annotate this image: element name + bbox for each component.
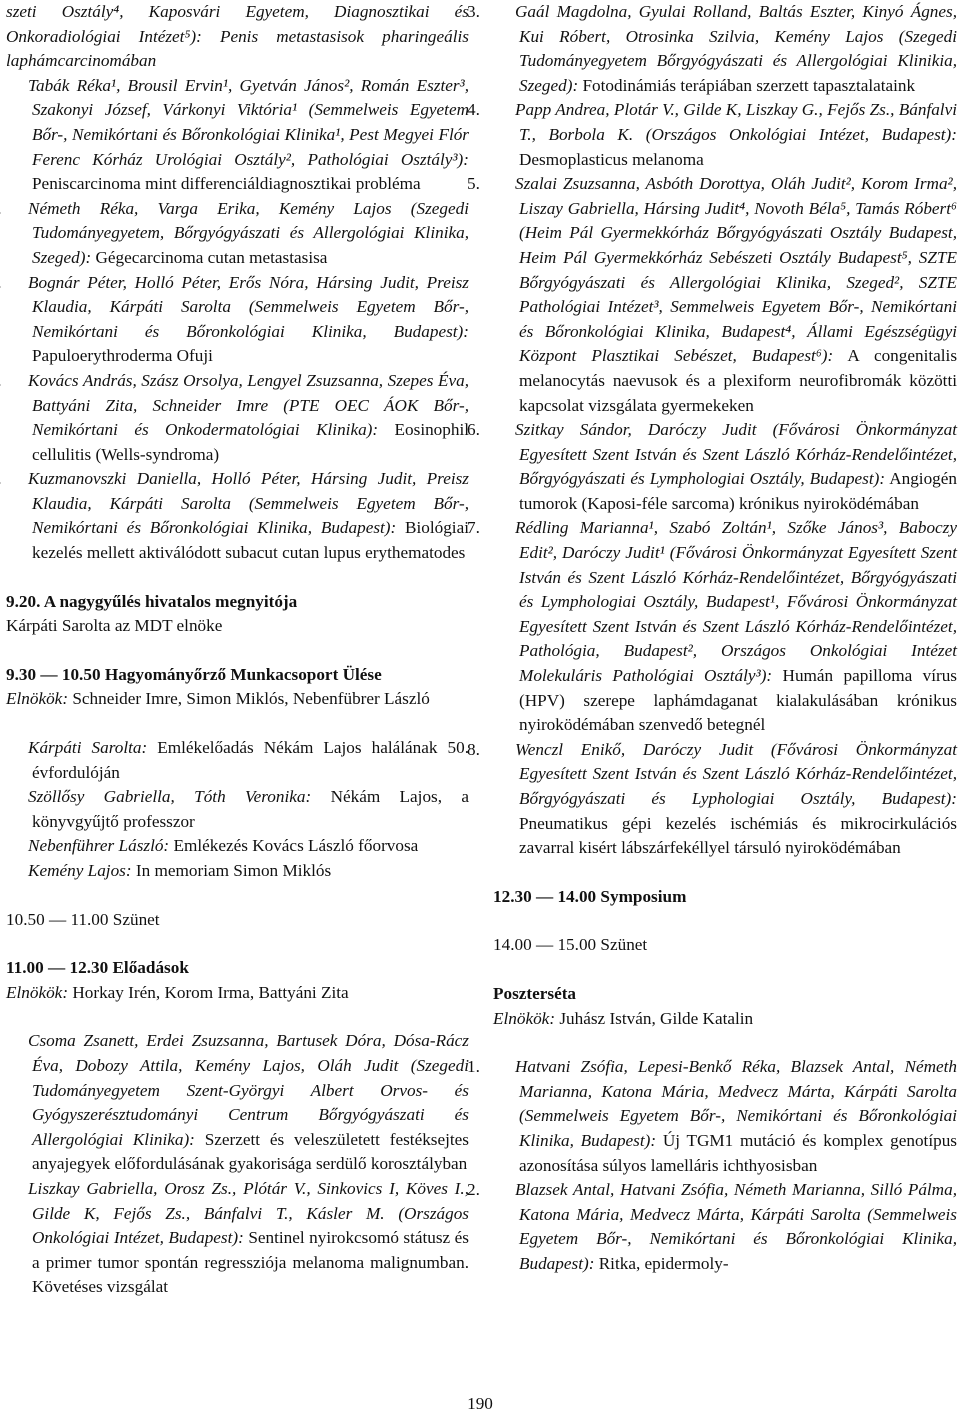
item-authors: Nebenführer László: bbox=[28, 836, 170, 856]
chairs-label: Elnökök: bbox=[6, 689, 69, 709]
item-authors: Kemény Lajos: bbox=[28, 861, 132, 880]
item-number bbox=[6, 271, 28, 296]
session-heading-lectures: 11.00 — 12.30 Előadások bbox=[6, 958, 189, 978]
spacer bbox=[493, 861, 957, 885]
item-title: Új TGM1 mutáció és komplex genotípus azonosítása súlyos lamelláris ichthyosisban bbox=[519, 1130, 957, 1175]
item-number bbox=[6, 785, 28, 810]
item-authors: Németh Réka, Varga Erika, Kemény Lajos (Szegedi Tudományegyetem, Bőrgyógyászati és Allergológiai Klinika, Szeged): bbox=[28, 198, 469, 267]
item-authors: Gaál Magdolna, Gyulai Rolland, Baltás Eszter, Kinyó Ágnes, Kui Róbert, Otrosinka Szilvia, Kemény Lajos (Szegedi Tudományegyetem Bőrgyógyászati és Allergológiai Klinikia, Szeged): bbox=[515, 2, 957, 95]
item-title: Papuloerythroderma Ofuji bbox=[32, 346, 213, 366]
item-number: 5. bbox=[467, 174, 480, 194]
list-item bbox=[467, 172, 958, 418]
item-number bbox=[6, 1029, 28, 1054]
spacer bbox=[6, 884, 469, 908]
list-item bbox=[6, 736, 469, 785]
list-item bbox=[6, 834, 469, 859]
spacer bbox=[493, 958, 957, 982]
entry-10-continuation bbox=[6, 0, 469, 74]
item-number bbox=[6, 834, 28, 859]
item-title: Desmoplasticus melanoma bbox=[519, 149, 704, 169]
item-number: 8. bbox=[467, 739, 480, 759]
chairs-names: Horkay Irén, Korom Irma, Battyáni Zita bbox=[72, 982, 349, 1002]
break-heading: 10.50 — 11.00 Szünet bbox=[6, 909, 160, 929]
list-item bbox=[467, 418, 957, 516]
abstract-list bbox=[6, 74, 469, 566]
session-heading-hagyomanyorzo: 9.30 — 10.50 Hagyományőrző Munkacsoport Ülése bbox=[6, 664, 382, 684]
item-number bbox=[6, 197, 28, 222]
poster-list bbox=[467, 1055, 957, 1276]
opening-subtitle: Kárpáti Sarolta az MDT elnöke bbox=[6, 616, 223, 636]
list-item bbox=[6, 369, 469, 467]
entry-10-affiliation: szeti Osztály⁴, Kaposvári Egyetem, Diagnosztikai és Onkoradiológiai Intézet⁵): Penis metastasisok pharingeális laphámcarcinomában bbox=[6, 2, 469, 71]
right-column bbox=[467, 0, 958, 1277]
item-title: Humán papilloma vírus (HPV) szerepe laphámdaganat kialakulásában krónikus nyiroködémában szenvedő betegnél bbox=[519, 666, 957, 735]
item-number: 1. bbox=[467, 1057, 480, 1077]
spacer bbox=[493, 1031, 957, 1055]
item-authors: Kárpáti Sarolta: bbox=[28, 738, 148, 758]
item-number bbox=[6, 859, 28, 884]
item-number: 3. bbox=[467, 2, 480, 21]
item-authors: Kovács András, Szász Orsolya, Lengyel Zsuzsanna, Szepes Éva, Battyáni Zita, Schneider Imre (PTE OEC ÁOK Bőr-, Nemikórtani és Onkodermatológiai Klinika): bbox=[28, 370, 469, 440]
item-number: 4. bbox=[467, 100, 480, 120]
list-item bbox=[467, 98, 957, 172]
item-authors: Rédling Marianna¹, Szabó Zoltán¹, Szőke János³, Baboczy Edit², Daróczy Judit¹ (Fővárosi Önkormányzat Egyesített Szent István és Szent László Kórház-Rendelőintézet, Bőrgyógyászati és Lymphologiai Osztály, Budapest¹, Fővárosi Önkormányzat Egyesített Szent István és Szent László Kórház-Rendelőintézet, Pathológia, Budapest², Országos Onkológiai Intézet Molekuláris Pathológiai Osztály³): bbox=[515, 518, 957, 686]
item-number: 7. bbox=[467, 518, 480, 538]
item-number bbox=[6, 467, 28, 492]
item-authors: Hatvani Zsófia, Lepesi-Benkő Réka, Blazsek Antal, Németh Marianna, Katona Mária, Medvecz Márta, Kárpáti Sarolta (Semmelweis Egyetem Bőr-, Nemikórtani és Bőronkológiai Klinika, Budapest): bbox=[515, 1057, 957, 1150]
spacer bbox=[6, 566, 469, 590]
list-item bbox=[467, 0, 957, 98]
list-item bbox=[467, 1178, 957, 1276]
list-item bbox=[6, 1177, 469, 1300]
item-authors: Csoma Zsanett, Erdei Zsuzsanna, Bartusek Dóra, Dósa-Rácz Éva, Dobozy Attila, Kemény Lajos, Oláh Judit (Szegedi Tudományegyetem Szent-Györgyi Albert Orvos- és Gyógyszerésztudományi Centrum Bőrgyógyászati és Allergológiai Klinika): bbox=[28, 1031, 469, 1149]
spacer bbox=[6, 1005, 469, 1029]
item-title: Szerzett és veleszületett festéksejtes anyajegyek előfordulásának gyakorisága serdülő korosztályban bbox=[32, 1129, 469, 1174]
list-item bbox=[6, 467, 469, 565]
item-title: Sentinel nyirokcsomó státusz és a primer tumor spontán regressziója melanoma malignumban. Követéses vizsgálat bbox=[32, 1228, 469, 1297]
list-item bbox=[467, 516, 957, 737]
talk-list bbox=[6, 736, 469, 884]
item-authors: Kuzmanovszki Daniella, Holló Péter, Hársing Judit, Preisz Klaudia, Kárpáti Sarolta (Semmelweis Egyetem Bőr-, Nemikórtani és Bőronkológiai Klinika, Budapest): bbox=[28, 469, 469, 538]
item-number: 6. bbox=[467, 420, 480, 440]
item-number bbox=[6, 74, 28, 99]
item-title: Emlékezés Kovács László főorvosa bbox=[173, 836, 419, 856]
item-title: In memoriam Simon Miklós bbox=[135, 861, 332, 880]
chairs-label: Elnökök: bbox=[6, 982, 69, 1002]
spacer bbox=[493, 909, 957, 933]
spacer bbox=[6, 639, 469, 663]
session-chairs bbox=[6, 687, 469, 712]
list-item bbox=[6, 859, 469, 884]
list-item bbox=[6, 74, 469, 197]
item-authors: Blazsek Antal, Hatvani Zsófia, Németh Marianna, Silló Pálma, Katona Mária, Medvecz Márta, Kárpáti Sarolta (Semmelweis Egyetem Bőr-, Nemikórtani és Bőronkológiai Klinika, Budapest): bbox=[515, 1180, 957, 1273]
item-number bbox=[6, 736, 28, 761]
item-title: Emlékelőadás Nékám Lajos halálának 50. évfordulóján bbox=[32, 738, 469, 782]
list-item bbox=[467, 738, 957, 861]
item-number bbox=[6, 1177, 28, 1202]
session-chairs bbox=[6, 981, 469, 1006]
chairs-names: Juhász István, Gilde Katalin bbox=[559, 1008, 754, 1028]
list-item bbox=[6, 271, 469, 369]
item-authors: Papp Andrea, Plotár V., Gilde K, Liszkay G., Fejős Zs., Bánfalvi T., Borbola K. (Országos Onkológiai Intézet, Budapest): bbox=[515, 100, 957, 144]
item-authors: Bognár Péter, Holló Péter, Erős Nóra, Hársing Judit, Preisz Klaudia, Kárpáti Sarolta (Semmelweis Egyetem Bőr-, Nemikórtani és Bőronkológiai Klinika, Budapest): bbox=[28, 272, 469, 341]
left-column bbox=[6, 0, 469, 1300]
item-title: A congenitalis melanocytás naevusok és a plexiform neurofibromák közötti kapcsolat vizsgálata gyermekeken bbox=[519, 346, 958, 415]
page-number: 190 bbox=[467, 1394, 493, 1413]
lecture-list bbox=[6, 1029, 469, 1300]
opening-heading: 9.20. A nagygyűlés hivatalos megnyitója bbox=[6, 591, 298, 611]
item-title: Biológiai kezelés mellett aktiválódott subacut cutan lupus erythematodes bbox=[32, 518, 469, 563]
list-item bbox=[467, 1055, 957, 1178]
item-title: Pneumatikus gépi kezelés ischémiás és mikrocirkulációs zavarral kisért lábszárfekéllyel társuló nyiroködémában bbox=[519, 813, 957, 858]
item-title: Nékám Lajos, a könyvgyűjtő professzor bbox=[32, 787, 469, 831]
spacer bbox=[6, 712, 469, 736]
break-heading: 14.00 — 15.00 Szünet bbox=[493, 935, 648, 955]
item-title: Gégecarcinoma cutan metastasisa bbox=[95, 247, 328, 267]
symposium-heading: 12.30 — 14.00 Symposium bbox=[493, 886, 687, 906]
item-authors: Szitkay Sándor, Daróczy Judit (Fővárosi Önkormányzat Egyesített Szent István és Szent László Kórház-Rendelőintézet, Bőrgyógyászati és Lymphologiai Osztály, Budapest): bbox=[515, 420, 957, 489]
chairs-names: Schneider Imre, Simon Miklós, Nebenfübrer László bbox=[72, 689, 430, 709]
list-item bbox=[6, 1029, 469, 1177]
item-title: Peniscarcinoma mint differenciáldiagnosztikai probléma bbox=[32, 174, 421, 194]
item-title: Ritka, epidermoly- bbox=[598, 1253, 729, 1273]
item-authors: Szöllősy Gabriella, Tóth Veronika: bbox=[28, 787, 312, 807]
item-title: Fotodinámiás terápiában szerzett tapasztalataink bbox=[582, 75, 916, 95]
list-item bbox=[6, 197, 469, 271]
item-number bbox=[6, 369, 28, 394]
item-title: Eosinophil cellulitis (Wells-syndroma) bbox=[32, 420, 470, 464]
item-authors: Tabák Réka¹, Brousil Ervin¹, Gyetván János², Román Eszter³, Szakonyi József, Várkonyi Viktória¹ (Semmelweis Egyetem Bőr-, Nemikórtani és Bőronkológiai Klinika¹, Pest Megyei Flór Ferenc Kórház Urológiai Osztály², Pathológiai Osztály³): bbox=[28, 75, 469, 169]
lecture-list bbox=[467, 0, 958, 861]
poster-heading: Poszterséta bbox=[493, 983, 577, 1003]
item-title: Angiogén tumorok (Kaposi-féle sarcoma) krónikus nyiroködémában bbox=[519, 469, 957, 513]
session-chairs bbox=[493, 1007, 957, 1032]
item-authors: Szalai Zsuzsanna, Asbóth Dorottya, Oláh Judit², Korom Irma², Liszay Gabriella, Hársing Judit⁴, Novoth Béla⁵, Tamás Róbert⁶ (Heim Pál Gyermekkórház Bőrgyógyászati Osztály Budapest, Heim Pál Gyermekkórház Sebészeti Osztály Budapest⁵, SZTE Bőrgyógyászati és Allergológiai Klinika, Szeged², SZTE Pathológiai Intézet³, Semmelweis Egyetem Bőr-, Nemikórtani és Bőronkológiai Klinika, Budapest⁴, Állami Egészségügyi Központ Plasztikai Sebészet, Budapest⁶): bbox=[515, 174, 957, 366]
list-item bbox=[6, 785, 469, 834]
item-authors: Liszkay Gabriella, Orosz Zs., Plótár V., Sinkovics I, Köves I., Gilde K, Fejős Zs., Bánfalvi T., Kásler M. (Országos Onkológiai Intézet, Budapest): bbox=[28, 1178, 469, 1248]
spacer bbox=[6, 932, 469, 956]
item-number: 2. bbox=[467, 1180, 480, 1200]
chairs-label: Elnökök: bbox=[493, 1008, 556, 1028]
item-authors: Wenczl Enikő, Daróczy Judit (Fővárosi Önkormányzat Egyesített Szent István és Szent László Kórház-Rendelőintézet, Bőrgyógyászati és Lyphologiai Osztály, Budapest): bbox=[515, 739, 957, 808]
